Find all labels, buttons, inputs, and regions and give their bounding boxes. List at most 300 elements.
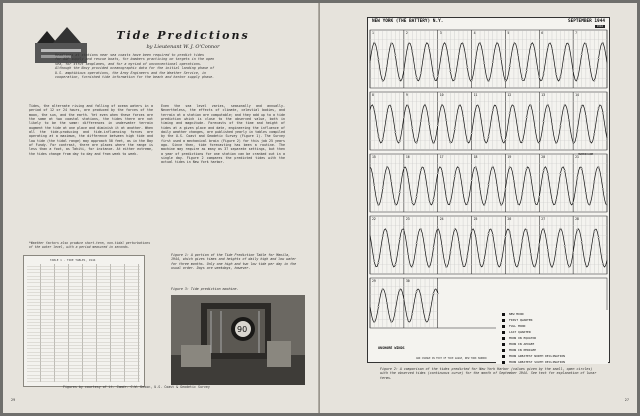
predicted-tide-point [471, 230, 472, 231]
predicted-tide-point [441, 170, 442, 171]
predicted-tide-point [564, 245, 565, 246]
predicted-tide-point [479, 42, 480, 43]
predicted-tide-point [395, 309, 396, 310]
day-number-label: 26 [507, 217, 512, 221]
predicted-tide-point [547, 249, 548, 250]
chart-year: 1944 [596, 25, 603, 28]
predicted-tide-point [429, 199, 430, 200]
predicted-tide-point [382, 80, 383, 81]
day-number-label: 15 [372, 155, 376, 159]
predicted-tide-point [412, 128, 413, 129]
predicted-tide-point [403, 229, 404, 230]
predicted-tide-point [416, 196, 417, 197]
predicted-tide-point [386, 113, 387, 114]
day-number-label: 4 [473, 31, 476, 35]
tide-table-image [23, 255, 145, 387]
predicted-tide-point [369, 61, 370, 62]
right-page [320, 3, 637, 413]
predicted-tide-point [420, 73, 421, 74]
legend-marker-icon [502, 343, 505, 346]
predicted-tide-point [543, 121, 544, 122]
predicted-tide-point [390, 321, 391, 322]
predicted-tide-point [488, 136, 489, 137]
predicted-tide-point [374, 321, 375, 322]
legend-item: MOON IN PERIGEE [502, 348, 536, 354]
predicted-tide-point [454, 229, 455, 230]
day-number-label: 17 [439, 155, 444, 159]
predicted-tide-point [395, 203, 396, 204]
predicted-tide-point [369, 306, 370, 307]
predicted-tide-point [543, 170, 544, 171]
predicted-tide-point [445, 120, 446, 121]
predicted-tide-point [390, 257, 391, 258]
predicted-tide-point [407, 44, 408, 45]
predicted-tide-point [547, 173, 548, 174]
predicted-tide-point [382, 288, 383, 289]
predicted-tide-point [420, 295, 421, 296]
predicted-tide-point [433, 247, 434, 248]
predicted-tide-point [513, 106, 514, 107]
predicted-tide-point [450, 201, 451, 202]
hurricane-label: HURRICANE [578, 152, 594, 156]
predicted-tide-point [585, 43, 586, 44]
predicted-tide-point [420, 121, 421, 122]
predicted-tide-point [471, 80, 472, 81]
legend-marker-icon [502, 361, 505, 364]
predicted-tide-point [551, 123, 552, 124]
day-number-label: 30 [405, 279, 410, 283]
predicted-tide-point [378, 204, 379, 205]
predicted-tide-point [479, 263, 480, 264]
predicted-tide-point [534, 128, 535, 129]
legend-marker-icon [502, 349, 505, 352]
predicted-tide-point [390, 107, 391, 108]
predicted-tide-point [602, 42, 603, 43]
predicted-tide-point [488, 80, 489, 81]
predicted-tide-point [454, 129, 455, 130]
predicted-tide-point [560, 125, 561, 126]
predicted-tide-point [412, 266, 413, 267]
predicted-tide-point [437, 125, 438, 126]
predicted-tide-point [382, 139, 383, 140]
predicted-tide-point [416, 243, 417, 244]
predicted-tide-point [598, 166, 599, 167]
predicted-tide-point [369, 109, 370, 110]
predicted-tide-point [589, 203, 590, 204]
predicted-tide-point [399, 141, 400, 142]
chart-month: SEPTEMBER 1944 [567, 19, 605, 24]
predicted-tide-point [589, 256, 590, 257]
day-number-label: 25 [473, 217, 478, 221]
predicted-tide-point [602, 112, 603, 113]
predicted-tide-point [581, 168, 582, 169]
predicted-tide-point [526, 229, 527, 230]
tide-table-caption: TABLE 1 - TIDE TABLES, 1944 [50, 258, 96, 262]
predicted-tide-point [458, 241, 459, 242]
legend-item: MOON IN APOGEE [502, 342, 534, 348]
predicted-tide-point [416, 291, 417, 292]
tide-table-grid [27, 264, 140, 382]
predicted-tide-point [429, 124, 430, 125]
predicted-tide-point [378, 59, 379, 60]
figure-credits: Figures by courtesy of Lt. Comdr. C.W. Dexon, U.S. Coast & Geodetic Survey [63, 385, 210, 389]
predicted-tide-point [471, 180, 472, 181]
figure-2-caption: Figure 2: A comparison of the tides predicted for New York Harbor (values given by the small, open circles) with the observed tides (continuous curve) for the month of September 1944. See text for explanation of lunar terms. [380, 367, 597, 380]
predicted-tide-point [530, 176, 531, 177]
onshore-winds-label: ONSHORE WINDS [378, 346, 405, 350]
predicted-tide-point [598, 107, 599, 108]
chart-title: NEW YORK (THE BATTERY) N.Y. [372, 19, 444, 24]
predicted-tide-point [437, 76, 438, 77]
predicted-tide-point [450, 71, 451, 72]
predicted-tide-point [522, 79, 523, 80]
predicted-tide-point [556, 74, 557, 75]
predicted-tide-point [429, 48, 430, 49]
predicted-tide-point [429, 266, 430, 267]
predicted-tide-point [450, 251, 451, 252]
predicted-tide-point [471, 133, 472, 134]
predicted-tide-point [424, 104, 425, 105]
legend-item: FIRST QUARTER [502, 318, 532, 324]
predicted-tide-point [598, 237, 599, 238]
predicted-tide-point [374, 185, 375, 186]
day-number-label: 7 [575, 31, 578, 35]
predicted-tide-point [462, 265, 463, 266]
predicted-tide-point [458, 105, 459, 106]
predicted-tide-point [382, 235, 383, 236]
predicted-tide-point [395, 132, 396, 133]
left-page [3, 3, 320, 413]
predicted-tide-point [594, 231, 595, 232]
predicted-tide-point [505, 80, 506, 81]
predicted-tide-point [547, 47, 548, 48]
day-number-label: 12 [507, 93, 512, 97]
predicted-tide-point [534, 51, 535, 52]
predicted-tide-point [407, 253, 408, 254]
predicted-tide-point [484, 63, 485, 64]
predicted-tide-point [500, 59, 501, 60]
predicted-tide-point [496, 42, 497, 43]
predicted-tide-point [475, 237, 476, 238]
predicted-tide-point [509, 166, 510, 167]
predicted-tide-point [543, 228, 544, 229]
tide-chart [367, 17, 610, 363]
legend-marker-icon [502, 331, 505, 334]
predicted-tide-point [556, 142, 557, 143]
day-number-label: 20 [541, 155, 546, 159]
predicted-tide-point [509, 66, 510, 67]
predicted-tide-point [543, 73, 544, 74]
predicted-tide-point [484, 204, 485, 205]
article-title: Tide Predictions [116, 29, 250, 42]
legend-marker-icon [502, 325, 505, 328]
predicted-tide-point [399, 289, 400, 290]
legend-marker-icon [502, 319, 505, 322]
predicted-tide-point [437, 228, 438, 229]
day-number-label: 1 [372, 31, 374, 35]
day-number-label: 28 [575, 217, 579, 221]
day-number-label: 22 [372, 217, 376, 221]
predicted-tide-point [369, 166, 370, 167]
predicted-tide-point [492, 62, 493, 63]
day-number-label: 19 [507, 155, 512, 159]
predicted-tide-point [378, 306, 379, 307]
predicted-tide-point [585, 192, 586, 193]
predicted-tide-point [572, 252, 573, 253]
legend-item: NEW MOON [502, 312, 523, 318]
predicted-tide-point [441, 245, 442, 246]
predicted-tide-point [517, 55, 518, 56]
predicted-tide-point [378, 262, 379, 263]
predicted-tide-point [606, 259, 607, 260]
predicted-tide-point [403, 299, 404, 300]
predicted-tide-point [560, 173, 561, 174]
predicted-tide-point [441, 104, 442, 105]
predicted-tide-point [382, 188, 383, 189]
day-number-label: 21 [575, 155, 579, 159]
day-number-label: 18 [473, 155, 478, 159]
predicted-tide-point [386, 232, 387, 233]
page-number-left: 29 [11, 398, 16, 402]
predicted-tide-point [594, 80, 595, 81]
predicted-tide-point [386, 166, 387, 167]
predicted-tide-point [467, 203, 468, 204]
predicted-tide-point [505, 188, 506, 189]
predicted-tide-point [581, 241, 582, 242]
predicted-tide-point [450, 142, 451, 143]
day-number-label: 6 [541, 31, 544, 35]
predicted-tide-point [606, 62, 607, 63]
legend-item: MOON GREATEST NORTH DECLINATION [502, 354, 565, 360]
tide-machine-photo [171, 295, 305, 385]
predicted-tide-point [492, 166, 493, 167]
predicted-tide-point [572, 70, 573, 71]
predicted-tide-point [462, 43, 463, 44]
legend-marker-icon [502, 355, 505, 358]
day-number-label: 29 [372, 279, 376, 283]
predicted-tide-point [458, 53, 459, 54]
predicted-tide-point [517, 131, 518, 132]
day-number-label: 5 [507, 31, 510, 35]
predicted-tide-point [374, 261, 375, 262]
predicted-tide-point [500, 204, 501, 205]
day-number-label: 10 [439, 93, 444, 97]
predicted-tide-point [412, 51, 413, 52]
predicted-tide-point [390, 181, 391, 182]
predicted-tide-point [492, 234, 493, 235]
predicted-tide-point [539, 77, 540, 78]
predicted-tide-point [420, 228, 421, 229]
predicted-tide-point [441, 50, 442, 51]
predicted-tide-point [602, 263, 603, 264]
predicted-tide-point [556, 248, 557, 249]
predicted-tide-point [551, 266, 552, 267]
predicted-tide-point [424, 47, 425, 48]
predicted-tide-point [509, 113, 510, 114]
day-number-label: 24 [439, 217, 444, 221]
predicted-tide-point [526, 70, 527, 71]
legend-item: FULL MOON [502, 324, 525, 330]
predicted-tide-point [488, 184, 489, 185]
predicted-tide-point [581, 54, 582, 55]
predicted-tide-point [577, 78, 578, 79]
predicted-tide-point [539, 196, 540, 197]
predicted-tide-point [513, 257, 514, 258]
predicted-tide-point [551, 199, 552, 200]
predicted-tide-point [479, 112, 480, 113]
predicted-tide-point [424, 249, 425, 250]
svg-text:90: 90 [237, 325, 248, 334]
predicted-tide-point [399, 239, 400, 240]
predicted-tide-point [530, 105, 531, 106]
legend-item: LAST QUARTER [502, 330, 531, 336]
predicted-tide-point [412, 313, 413, 314]
predicted-tide-point [522, 141, 523, 142]
predicted-tide-point [407, 320, 408, 321]
predicted-tide-point [568, 196, 569, 197]
predicted-tide-point [513, 43, 514, 44]
predicted-tide-point [424, 318, 425, 319]
predicted-tide-point [475, 57, 476, 58]
predicted-tide-point [433, 199, 434, 200]
predicted-tide-point [594, 180, 595, 181]
day-number-label: 23 [405, 217, 410, 221]
predicted-tide-point [467, 255, 468, 256]
day-number-label: 13 [541, 93, 546, 97]
legend-item: MOON GREATEST SOUTH DECLINATION [502, 360, 565, 366]
predicted-tide-point [568, 266, 569, 267]
article-byline: by Lieutenant W. J. O'Connor [146, 44, 220, 50]
predicted-tide-point [479, 188, 480, 189]
predicted-tide-point [437, 173, 438, 174]
day-number-label: 16 [405, 155, 410, 159]
figure-1-caption: Figure 1: A portion of the Tide Prediction Table for Manila, 1944, which gives times and heights of daily high and low water for three months. Only one high and two low tide per day in the usual order. Days are weekdays, however. [171, 253, 297, 270]
predicted-tide-point [374, 109, 375, 110]
predicted-tide-point [572, 202, 573, 203]
predicted-tide-point [522, 239, 523, 240]
predicted-tide-point [475, 107, 476, 108]
predicted-tide-point [433, 293, 434, 294]
predicted-tide-point [484, 138, 485, 139]
predicted-tide-point [496, 184, 497, 185]
body-column-2: Even the sea level varies, seasonally and annually. Nevertheless, the effects of climate, celestial bodies, and terrain at a station are computable; and they add up to a tide prediction which is close to the observed value, both in timing and magnitude. Forecasts of the time and height of tides at a given place and date, engineering the influence of daily weather changes, are published yearly in tables compiled by the U.S. Coast and Geodetic Survey (Figure 1). The Survey first used a mechanical brain (Figure 2) for this job 25 years ago. Since then, tide forecasting has been a routine. The machine may require as many as 37 separate settings, but then a year of predictions for one station can be cranked out in a single day. Figure 2 compares the predicted tides with the actual tides in New York harbor. [161, 104, 285, 165]
predicted-tide-point [386, 302, 387, 303]
predicted-tide-point [589, 67, 590, 68]
predicted-tide-point [403, 168, 404, 169]
predicted-tide-point [445, 266, 446, 267]
predicted-tide-point [568, 119, 569, 120]
predicted-tide-point [496, 109, 497, 110]
predicted-tide-point [445, 196, 446, 197]
predicted-tide-point [374, 42, 375, 43]
predicted-tide-point [530, 253, 531, 254]
legend-item: MOON ON EQUATOR [502, 336, 536, 342]
predicted-tide-point [589, 140, 590, 141]
predicted-tide-point [551, 48, 552, 49]
predicted-tide-point [530, 45, 531, 46]
predicted-tide-point [458, 168, 459, 169]
predicted-tide-point [416, 77, 417, 78]
predicted-tide-point [399, 79, 400, 80]
predicted-tide-point [424, 173, 425, 174]
predicted-tide-point [399, 192, 400, 193]
predicted-tide-point [484, 259, 485, 260]
predicted-tide-point [560, 228, 561, 229]
predicted-tide-point [467, 67, 468, 68]
predicted-tide-point [517, 264, 518, 265]
predicted-tide-point [539, 142, 540, 143]
predicted-tide-point [572, 142, 573, 143]
day-number-label: 2 [405, 31, 408, 35]
predicted-tide-point [505, 139, 506, 140]
day-number-label: 14 [575, 93, 579, 97]
predicted-tide-point [407, 105, 408, 106]
predicted-tide-point [602, 188, 603, 189]
predicted-tide-point [598, 58, 599, 59]
predicted-tide-point [395, 55, 396, 56]
body-column-1: Tides, the alternate rising and falling of ocean waters in a period of 12 or 24 hours, are produced by the forces of the moon, the sun, and the earth. Yet even when these forces are the same at two coastal stations, the tides there are not likely to be the same: differences in underwater terrain augment the tide at one place and diminish it at another. When all the tide-producing and tide-influencing forces are operating at a maximum, the difference between high tide and low tide (the tidal range) may approach 50 feet, as in the Bay of Fundy. For contrast, there are places where the range is less than a foot, as Tahiti, for instance. At either extreme, the tides change from day to day and from week to week. [29, 104, 153, 156]
predicted-tide-point [454, 176, 455, 177]
day-number-label: 3 [439, 31, 442, 35]
day-number-label: 27 [541, 217, 546, 221]
predicted-tide-point [445, 45, 446, 46]
predicted-tide-point [462, 116, 463, 117]
predicted-tide-point [564, 50, 565, 51]
predicted-tide-point [420, 170, 421, 171]
day-number-label: 8 [372, 93, 374, 97]
predicted-tide-point [403, 69, 404, 70]
day-number-label: 11 [473, 93, 478, 97]
predicted-tide-point [568, 45, 569, 46]
predicted-tide-point [437, 293, 438, 294]
predicted-tide-point [556, 199, 557, 200]
predicted-tide-point [594, 133, 595, 134]
predicted-tide-point [534, 266, 535, 267]
predicted-tide-point [407, 177, 408, 178]
page-number-right: 27 [624, 398, 629, 402]
predicted-tide-point [547, 104, 548, 105]
legend-marker-icon [502, 337, 505, 340]
predicted-tide-point [500, 262, 501, 263]
predicted-tide-point [403, 116, 404, 117]
predicted-tide-point [577, 129, 578, 130]
predicted-tide-point [369, 234, 370, 235]
footnote: *Weather factors also produce short-term, non-tidal perturbations of the water level, with a period measured in seconds. [29, 241, 151, 249]
predicted-tide-point [395, 264, 396, 265]
predicted-tide-point [429, 316, 430, 317]
predicted-tide-point [433, 74, 434, 75]
predicted-tide-point [577, 176, 578, 177]
predicted-tide-point [526, 168, 527, 169]
day-number-label: 9 [405, 93, 408, 97]
predicted-tide-point [564, 170, 565, 171]
predicted-tide-point [505, 236, 506, 237]
chart-bottom-note: AND CHANGE IN FOOT OF TIDE GAUGE, NEW YORK HARBOR [416, 357, 487, 360]
predicted-tide-point [492, 110, 493, 111]
predicted-tide-point [513, 180, 514, 181]
predicted-tide-point [606, 138, 607, 139]
predicted-tide-point [585, 265, 586, 266]
predicted-tide-point [585, 115, 586, 116]
lunar-legend [496, 310, 608, 364]
predicted-tide-point [522, 192, 523, 193]
predicted-tide-point [517, 203, 518, 204]
predicted-tide-point [581, 105, 582, 106]
predicted-tide-point [564, 104, 565, 105]
predicted-tide-point [526, 117, 527, 118]
legend-marker-icon [502, 313, 505, 316]
predicted-tide-point [606, 204, 607, 205]
